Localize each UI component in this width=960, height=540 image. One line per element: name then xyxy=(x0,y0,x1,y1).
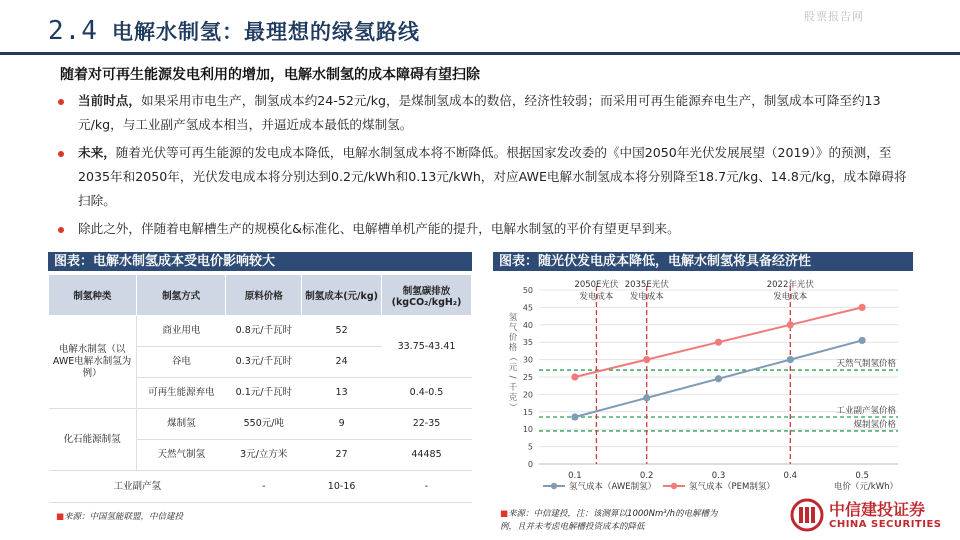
legend-label: 氢气成本（PEM制氢） xyxy=(689,482,775,492)
y-axis-label-char: ） xyxy=(507,402,517,412)
group-electrolysis: 电解水制氢（以AWE电解水制氢为例） xyxy=(49,316,137,409)
table-row xyxy=(49,316,472,347)
bullet-item xyxy=(56,217,916,241)
table-cell: 0.1元/千瓦时 xyxy=(226,378,302,409)
table-cell: - xyxy=(382,471,472,503)
cost-table xyxy=(48,274,472,503)
table-cell: 煤制氢 xyxy=(136,409,226,440)
legend-label: 氢气成本（AWE制氢） xyxy=(569,482,657,492)
table-cell: 0.4-0.5 xyxy=(382,378,472,409)
y-axis-label-char: （ xyxy=(507,352,517,362)
table-cell: 27 xyxy=(302,440,382,471)
hline-label: 煤制氢价格 xyxy=(853,419,896,430)
carbon-header-line2: (kgCO₂/kgH₂) xyxy=(391,296,462,308)
table-header xyxy=(382,275,472,316)
table-cell: 44485 xyxy=(382,440,472,471)
x-tick-label: 0.3 xyxy=(711,471,726,481)
source-line2: 例，且并未考虑电解槽投资成本的降低 xyxy=(500,522,645,532)
vline-label: 发电成本 xyxy=(579,292,614,302)
y-axis-label-char: 价 xyxy=(508,333,518,343)
x-axis-label: 电价（元/kWh） xyxy=(833,482,898,492)
table-cell: - xyxy=(226,471,302,503)
source-line1: 来源：中信建投，注：该测算以1000Nm³/h的电解槽为 xyxy=(508,509,718,519)
data-point xyxy=(643,394,650,401)
table-cell: 9 xyxy=(302,409,382,440)
vline-label: 2022年光伏 xyxy=(766,280,814,290)
table-cell: 0.3元/千瓦时 xyxy=(226,347,302,378)
logo-cn: 中信建投证券 xyxy=(829,499,926,519)
vline-label: 2035E光伏 xyxy=(624,280,669,290)
data-point xyxy=(715,339,722,346)
section-heading: 电解水制氢：最理想的绿氢路线 xyxy=(111,20,420,44)
source-square-icon: ■ xyxy=(56,512,65,522)
bullet-dot-icon xyxy=(58,151,64,157)
table-row xyxy=(49,409,472,440)
chart-source xyxy=(500,508,800,534)
table-cell: 3元/立方米 xyxy=(226,440,302,471)
table-cell: 商业用电 xyxy=(136,316,226,347)
y-tick-label: 50 xyxy=(522,286,533,295)
y-tick-label: 45 xyxy=(522,303,533,313)
bullet-lead: 未来， xyxy=(78,145,116,160)
chart-caption: 图表：随光伏发电成本降低，电解水制氢将具备经济性 xyxy=(493,252,913,271)
legend-marker xyxy=(551,483,557,489)
group-fossil: 化石能源制氢 xyxy=(49,409,137,471)
hline-label: 工业副产氢价格 xyxy=(836,406,896,417)
source-square-icon: ■ xyxy=(500,509,509,519)
x-tick-label: 0.4 xyxy=(783,471,798,481)
table-cell: 550元/吨 xyxy=(226,409,302,440)
logo-en: CHINA SECURITIES xyxy=(829,518,942,530)
hline-label: 天然气制氢价格 xyxy=(836,359,896,370)
cost-chart xyxy=(493,274,913,500)
bullet-item xyxy=(56,141,916,213)
table-cell: 10-16 xyxy=(302,471,382,503)
table-header: 原料价格 xyxy=(226,275,302,316)
title-divider xyxy=(0,52,960,55)
section-number: 2.4 xyxy=(48,16,98,46)
y-tick-label: 5 xyxy=(527,442,533,452)
table-cell: 0.8元/千瓦时 xyxy=(226,316,302,347)
table-header-row xyxy=(49,275,472,316)
table-cell: 13 xyxy=(302,378,382,409)
table-cell: 谷电 xyxy=(136,347,226,378)
data-point xyxy=(571,373,578,380)
lead-statement: 随着对可再生能源发电利用的增加，电解水制氢的成本障碍有望扫除 xyxy=(60,67,480,83)
bullet-dot-icon xyxy=(58,99,64,105)
table-cell: 24 xyxy=(302,347,382,378)
table-header: 制氢种类 xyxy=(49,275,137,316)
y-axis-label-char: 克 xyxy=(508,393,518,403)
y-tick-label: 10 xyxy=(522,425,533,435)
table-cell: 33.75-43.41 xyxy=(382,316,472,378)
bullet-text: 随着光伏等可再生能源的发电成本降低，电解水制氢成本将不断降低。根据国家发改委的《中国2050年光伏发展展望（2019）》的预测，至2035年和2050年，光伏发电成本将分别达到0.2元/kWh和0.13元/kWh，对应AWE电解水制氢成本将分别降至18.7元/kg、14.8元/kg，成本障碍将扫除。 xyxy=(78,145,907,208)
y-axis-label-char: / xyxy=(507,375,517,379)
y-axis-label-char: 氢 xyxy=(508,313,518,323)
data-point xyxy=(715,375,722,382)
data-point xyxy=(571,413,578,420)
data-point xyxy=(787,321,794,328)
data-point xyxy=(859,337,866,344)
carbon-header-line1: 制氢碳排放 xyxy=(402,285,451,297)
section-title xyxy=(48,16,420,46)
x-tick-label: 0.2 xyxy=(639,471,654,481)
bullet-list xyxy=(56,89,916,245)
bullet-item xyxy=(56,89,916,137)
table-cell: 52 xyxy=(302,316,382,347)
table-source xyxy=(56,510,183,522)
table-cell: 工业副产氢 xyxy=(49,471,226,503)
bullet-lead: 当前时点， xyxy=(78,93,141,108)
y-tick-label: 40 xyxy=(522,320,533,330)
bullet-text: 如果采用市电生产，制氢成本约24-52元/kg，是煤制氢成本的数倍，经济性较弱；而采用可再生能源弃电生产，制氢成本可降至约13元/kg，与工业副产氢成本相当，并逼近成本最低的煤制氢。 xyxy=(78,93,881,132)
legend-marker xyxy=(671,483,677,489)
y-tick-label: 0 xyxy=(527,460,533,469)
source-text: 来源：中国氢能联盟，中信建投 xyxy=(64,512,184,522)
company-logo xyxy=(790,498,942,532)
table-cell: 天然气制氢 xyxy=(136,440,226,471)
y-axis-label-char: 格 xyxy=(508,343,518,353)
vline-label: 2050E光伏 xyxy=(574,280,619,290)
data-point xyxy=(787,356,794,363)
logo-mark-icon xyxy=(790,498,824,532)
vline-label: 发电成本 xyxy=(773,292,808,302)
table-header: 制氢成本(元/kg) xyxy=(302,275,382,316)
y-tick-label: 25 xyxy=(522,373,533,382)
table-cell: 可再生能源弃电 xyxy=(136,378,226,409)
y-tick-label: 15 xyxy=(522,407,533,417)
y-tick-label: 20 xyxy=(522,390,533,400)
table-row xyxy=(49,471,472,503)
table-header: 制氢方式 xyxy=(136,275,226,316)
bullet-dot-icon xyxy=(58,227,64,233)
y-tick-label: 30 xyxy=(522,355,533,365)
y-tick-label: 35 xyxy=(522,338,533,348)
y-axis-label-char: 气 xyxy=(508,323,518,333)
x-tick-label: 0.5 xyxy=(855,471,869,481)
vline-label: 发电成本 xyxy=(629,292,664,302)
y-axis-label-char: 千 xyxy=(508,383,518,393)
data-point xyxy=(643,356,650,363)
y-axis-label-char: 元 xyxy=(508,363,518,373)
table-cell: 22-35 xyxy=(382,409,472,440)
data-point xyxy=(859,304,866,311)
bullet-text: 除此之外，伴随着电解槽生产的规模化&标准化、电解槽单机产能的提升，电解水制氢的平价有望更早到来。 xyxy=(78,221,680,236)
table-caption: 图表：电解水制氢成本受电价影响较大 xyxy=(48,252,472,271)
watermark: 股票报告网 xyxy=(804,10,864,23)
x-tick-label: 0.1 xyxy=(568,471,582,481)
